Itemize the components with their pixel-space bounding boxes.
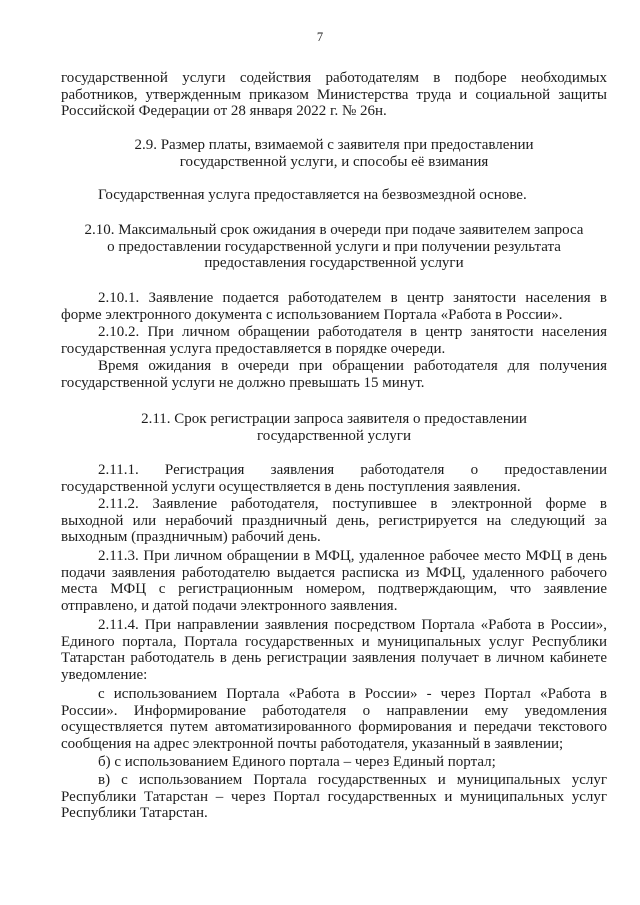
section-2-9-heading [61,137,607,170]
text-line: государственной услуги содействия работодателям в подборе необходимых [61,70,607,86]
heading-line: о предоставлении государственной услуги и при получении результата [107,238,561,255]
text-line: 2.11.4. При направлении заявления посредством Портала «Работа в России», [98,617,607,633]
text-line: выходным (праздничным) рабочий день. [61,529,321,545]
text-line: Республики Татарстан. [61,805,208,821]
text-line: уведомление: [61,666,148,683]
text-line: 2.11.1. Регистрация заявления работодателя о предоставлении [98,462,607,478]
text-line: Республики Татарстан – через Портал государственных и муниципальных услуг [61,788,607,805]
text-line: сообщения на адрес электронной почты работодателя, указанный в заявлении; [61,735,564,752]
list-item-c [61,772,607,822]
text-line: 2.11.2. Заявление работодателя, поступившее в электронной форме в [98,496,607,512]
paragraph-2-10-2 [61,324,607,357]
paragraph-2-11-2 [61,496,607,546]
text-line: Время ожидания в очереди при обращении работодателя для получения [98,358,607,374]
text-line: 2.10.1. Заявление подается работодателем в центр занятости населения в [98,290,607,306]
text-line: государственной услуги осуществляется в день поступления заявления. [61,478,521,495]
text-line: России». Информирование работодателя о направлении ему уведомления [61,702,607,719]
paragraph-2-11-3 [61,548,607,614]
text-line: форме электронного документа с использованием Портала «Работа в России». [61,306,563,323]
text-line: б) с использованием Единого портала – через Единый портал; [98,754,496,770]
text-line: 2.10.2. При личном обращении работодателя в центр занятости населения [98,324,607,340]
text-line: выходной или нерабочий праздничный день, регистрируется на следующий за [61,512,607,529]
section-2-11-heading [61,411,607,444]
text-line: с использованием Портала «Работа в России» - через Портал «Работа в [98,686,607,702]
text-line: 2.11.3. При личном обращении в МФЦ, удаленное рабочее место МФЦ в день [98,548,607,564]
text-line: подачи заявления работодателю выдается расписка из МФЦ, удаленного рабочего [61,564,607,581]
heading-line: государственной услуги, и способы её взимания [179,153,489,170]
paragraph-2-11-1 [61,462,607,495]
paragraph-2-10-1 [61,290,607,323]
list-item-b [61,754,607,771]
paragraph-2-10-wait [61,358,607,391]
page-number: 7 [316,30,324,44]
text-line: места МФЦ с регистрационным номером, подтверждающим, что заявление [61,581,607,597]
text-line: Государственная услуга предоставляется на безвозмездной основе. [98,187,527,203]
text-line: Единого портала, Портала государственных и муниципальных услуг Республики [61,633,607,650]
section-2-10-heading [61,222,607,272]
list-item-a [61,686,607,752]
text-line: в) с использованием Портала государственных и муниципальных услуг [98,772,607,788]
text-line: Российской Федерации от 28 января 2022 г. № 26н. [61,103,387,119]
intro-paragraph [61,70,607,120]
section-2-9-text [61,187,607,204]
text-line: государственная услуга предоставляется в порядке очереди. [61,340,446,357]
heading-line: 2.10. Максимальный срок ожидания в очереди при подаче заявителем запроса [84,222,584,238]
text-line: работников, утвержденным приказом Министерства труда и социальной защиты [61,86,607,103]
text-line: осуществляется путем автоматизированного формирования и передачи текстового [61,719,607,735]
text-line: государственной услуги не должно превышать 15 минут. [61,374,425,391]
paragraph-2-11-4 [61,617,607,683]
heading-line: предоставления государственной услуги [204,255,464,271]
heading-line: государственной услуги [257,427,411,444]
heading-line: 2.9. Размер платы, взимаемой с заявителя при предоставлении [134,137,534,153]
text-line: Татарстан работодатель в день регистрации заявления получает в личном кабинете [61,650,607,666]
text-line: отправлено, и датой подачи электронного заявления. [61,597,398,614]
heading-line: 2.11. Срок регистрации запроса заявителя о предоставлении [141,411,527,427]
